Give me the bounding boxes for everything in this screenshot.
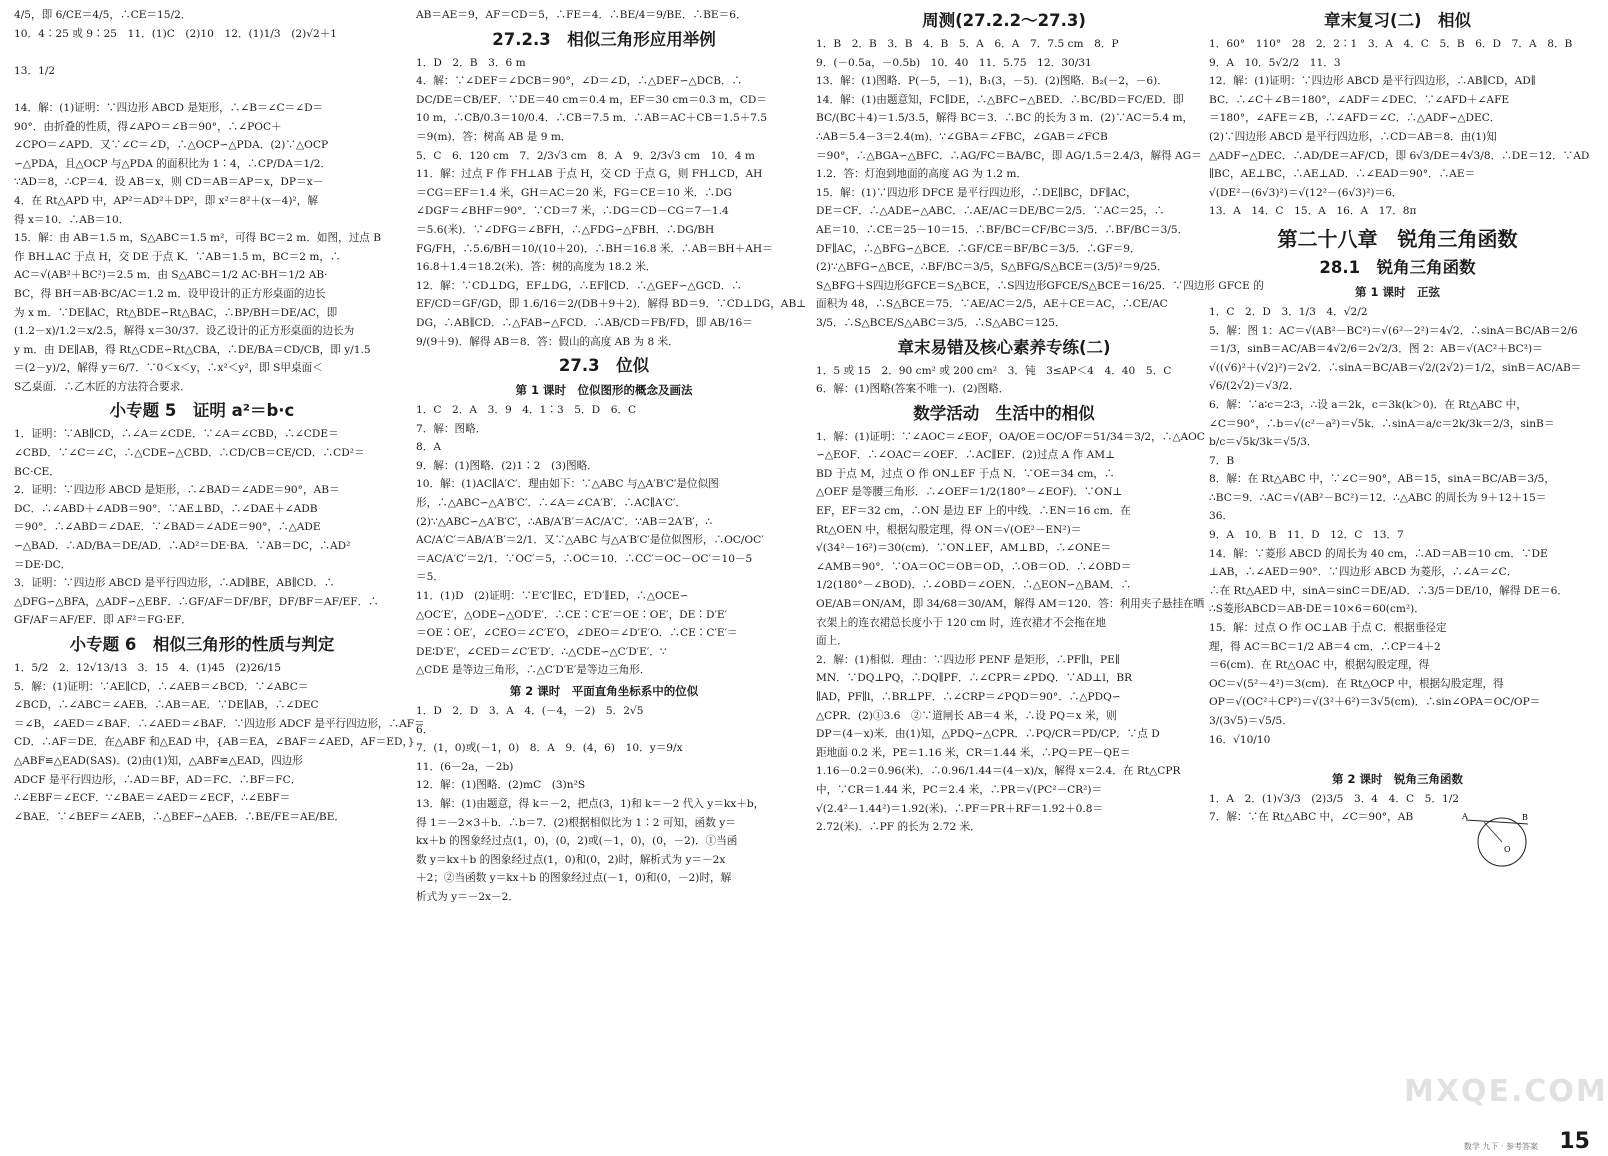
answer-line: 5．C 6．120 cm 7．2/3√3 cm 8．A 9．2/3√3 cm 10．4 m [416, 149, 755, 162]
answer-line: 理，得 AC＝BC＝1/2 AB＝4 cm．∴CP＝4＋2 [1209, 640, 1441, 653]
answer-line: 2．解：(1)相似．理由：∵四边形 PENF 是矩形，∴PF∥l，PE∥ [816, 653, 1120, 666]
answer-line: EF，EF＝32 cm，∴ON 是边 EF 上的中线．∴EN＝16 cm．在 [816, 505, 1131, 518]
answer-line: ∠CBD．∵∠C＝∠C，∴△CDE∽△CBD．∴CD/CB＝CE/CD．∴CD²＝ [14, 447, 365, 460]
answer-line: (2)∵△BFG∽△BCE，∴BF/BC＝3/5，S△BFG/S△BCE＝(3/5)²＝9/25． [816, 261, 1168, 274]
answer-line: 8．A [416, 441, 441, 454]
section-heading: 小专题 6 相似三角形的性质与判定 [69, 635, 335, 654]
answer-line: ADCF 是平行四边形，∴AD＝BF，AD＝FC．∴BF＝FC． [14, 773, 302, 786]
answer-line: ∠BAE．∵∠BEF＝∠AEB，∴△BEF∽△AEB．∴BE/FE＝AE/BE． [14, 810, 346, 823]
answer-line: ∽△BAD．∴AD/BA＝DE/AD．∴AD²＝DE·BA．∵AB＝DC，∴AD² [14, 540, 351, 553]
figure-label-a: A [1462, 812, 1468, 821]
answer-line: 4．解：∵∠DEF＝∠DCB＝90°，∠D＝∠D，∴△DEF∽△DCB．∴ [416, 75, 743, 88]
answer-line: 15．解：过点 O 作 OC⊥AB 于点 C．根据垂径定 [1209, 622, 1447, 635]
answer-line: 15．解：由 AB＝1.5 m，S△ABC＝1.5 m²，可得 BC＝2 m．如图，过点 B [14, 232, 382, 245]
answer-line: √(34²－16²)＝30(cm)．∵ON⊥EF，AM⊥BD，∴∠ONE＝ [816, 542, 1112, 555]
answer-line: EF/CD＝GF/GD，即 1.6/16＝2/(DB＋9＋2)．解得 BD＝9．∵CD⊥DG，AB⊥ [416, 298, 807, 311]
section-heading: 第 2 课时 锐角三角函数 [1331, 771, 1463, 786]
section-heading: 27.3 位似 [558, 356, 650, 376]
section-heading: 周测(27.2.2～27.3) [922, 11, 1086, 30]
answer-line: 距地面 0.2 米，PE＝1.16 米，CR＝1.44 米，∴PQ＝PE－QE＝ [816, 746, 1131, 759]
answer-line: 14．解：(1)证明：∵四边形 ABCD 是矩形，∴∠B＝∠C＝∠D＝ [14, 101, 324, 114]
answer-line: 11．(1)D (2)证明：∵E′C′∥EC，E′D′∥ED，∴△OCE∽ [416, 590, 689, 603]
answer-line: 10．4∶25 或 9∶25 11．(1)C (2)10 12．(1)1/3 (2)√2＋1 [14, 27, 338, 40]
answer-line: OP＝√(OC²＋CP²)＝√(3²＋6²)＝3√5(cm)．∴sin∠OPA＝OC/OP＝ [1209, 696, 1541, 709]
answer-line: √(DE²－(6√3)²)＝√(12²－(6√3)²)＝6． [1209, 186, 1403, 199]
answer-line: DP＝(4－x)米．由(1)知，△PDQ∽△CPR．∴PQ/CR＝PD/CP．∵点 D [816, 728, 1160, 741]
page-number: 15 [1559, 1129, 1590, 1154]
answer-line: AC/A′C′＝AB/A′B′＝2/1．又∵△ABC 与△A′B′C′是位似图形，∴OC/OC′ [416, 534, 764, 547]
answer-line: DC．∴∠ABD＋∠ADB＝90°．∵AE⊥BD，∴∠DAE＋∠ADB [14, 502, 318, 515]
answer-line: 1．B 2．B 3．B 4．B 5．A 6．A 7．7.5 cm 8．P [816, 38, 1119, 50]
answer-line: ∠C＝90°，∴b＝√(c²－a²)＝√5k．∴sinA＝a/c＝2k/3k＝2/3，sinB＝ [1209, 417, 1555, 430]
answer-line: 1．C 2．D 3．1/3 4．√2/2 [1209, 305, 1368, 318]
answer-line: MN．∵DQ⊥PQ，∴DQ∥PF．∴∠CPR＝∠PDQ．∵AD⊥l，BR [816, 672, 1133, 685]
answer-line: ＝(2－y)/2，解得 y＝6/7．∵0＜x＜y，∴x²＜y²，即 S甲桌面＜ [14, 362, 323, 375]
answer-line [1209, 749, 1586, 768]
answer-line: △OC′E′，△ODE∽△OD′E′．∴CE∶C′E′＝OE∶OE′，DE∶D′E′ [416, 608, 728, 621]
answer-line: ＝5． [416, 571, 444, 584]
answer-line: 36． [1209, 510, 1234, 523]
section-heading: 第二十八章 锐角三角函数 [1277, 226, 1518, 251]
answer-line: 1/2(180°－∠BOD)．∴∠OBD＝∠OEN．∴△EON∽△BAM．∴ [816, 579, 1132, 592]
answer-line: AB＝AE＝9，AF＝CD＝5，∴FE＝4．∴BE/4＝9/BE．∴BE＝6． [416, 9, 747, 21]
section-heading: 第 1 课时 位似图形的概念及画法 [515, 383, 693, 398]
answer-line: 13．A 14．C 15．A 16．A 17．8π [1209, 205, 1417, 218]
answer-line: 9/(9＋9)．解得 AB＝8．答：假山的高度 AB 为 8 米． [416, 335, 679, 348]
answer-line: Rt△OEN 中，根据勾股定理，得 ON＝√(OE²－EN²)＝ [816, 523, 1082, 536]
answer-line: 9．(－0.5a，－0.5b) 10．40 11．5.75 12．30/31 [816, 56, 1092, 69]
answer-line: DG，∴AB∥CD．∴△FAB∽△FCD．∴AB/CD＝FB/FD，即 AB/16＝ [416, 316, 753, 329]
answer-line: 13．解：(1)由题意，得 k＝－2，把点(3，1)和 k＝－2 代入 y＝kx＋b， [416, 797, 765, 810]
answer-line: 12．解：∵CD⊥DG，EF⊥DG，∴EF∥CD．∴△GEF∽△GCD．∴ [416, 279, 742, 292]
answer-line: 7．解：图略． [416, 422, 487, 435]
answer-line: (2)∵△ABC∽△A′B′C′，∴AB/A′B′＝AC/A′C′．∵AB＝2A′B′，∴ [416, 515, 713, 528]
answer-line: 16．√10/10 [1209, 733, 1271, 746]
answer-line: 8．解：在 Rt△ABC 中，∵∠C＝90°，AB＝15，sinA＝BC/AB＝3/5， [1209, 473, 1556, 486]
answer-line: AE＝10．∴CE＝25－10＝15．∴BF/BC＝CF/BC＝3/5．∴BF/BC＝3/5． [816, 223, 1189, 236]
answer-line: BD 于点 M，过点 O 作 ON⊥EF 于点 N．∵OE＝34 cm，∴ [816, 467, 1115, 480]
answer-line: ∴BC＝9．∴AC＝√(AB²－BC²)＝12．∴△ABC 的周长为 9＋12＋15＝ [1209, 491, 1547, 504]
answer-line: BC，得 BH＝AB·BC/AC＝1.2 m．设甲设计的正方形桌面的边长 [14, 287, 326, 300]
answer-line: 数 y＝kx＋b 的图象经过点(1，0)和(0，2)时，解析式为 y＝－2x [416, 853, 726, 866]
answer-line: ＝90°，∴△BGA∽△BFC．∴AG/FC＝BA/BC，即 AG/1.5＝2.4/3，解得 AG＝ [816, 149, 1202, 162]
answer-line: OC＝√(5²－4²)＝3(cm)．在 Rt△OCP 中，根据勾股定理，得 [1209, 677, 1504, 690]
section-heading: 数学活动 生活中的相似 [913, 403, 1095, 423]
answer-line [14, 80, 390, 99]
answer-line: 面积为 48，∴S△BCE＝75．∵AE/AC＝2/5，AE＋CE＝AC，∴CE/AC [816, 298, 1168, 311]
answer-line: 2．证明：∵四边形 ABCD 是矩形，∴∠BAD＝∠ADE＝90°，AB＝ [14, 484, 340, 497]
answer-line: ∴在 Rt△AED 中，sinA＝sinC＝DE/AD．∴3/5＝DE/10，解得 DE＝6． [1209, 584, 1568, 597]
answer-line: 10．解：(1)AC∥A′C′．理由如下：∵△ABC 与△A′B′C′是位似图 [416, 478, 719, 491]
answer-line: 1．A 2．(1)√3/3 (2)3/5 3．4 4．C 5．1/2 [1209, 792, 1460, 805]
column-4 [1205, 6, 1608, 1126]
answer-line: 1．证明：∵AB∥CD，∴∠A＝∠CDE．∵∠A＝∠CBD，∴∠CDE＝ [14, 428, 339, 441]
answer-line: 1．D 2．B 3．6 m [416, 56, 526, 69]
radius-line [1484, 822, 1502, 842]
answer-line: DF∥AC，∴△BFG∽△BCE．∴GF/CE＝BF/BC＝3/5．∴GF＝9． [816, 242, 1141, 255]
answer-line: BC·CE． [14, 465, 60, 478]
answer-line: 9．A 10．5√2/2 11．3 [1209, 56, 1341, 69]
answer-line: 12．解：(1)图略．(2)mC (3)n²S [416, 779, 586, 792]
answer-line: 14．解：∵菱形 ABCD 的周长为 40 cm，∴AD＝AB＝10 cm．∵DE [1209, 547, 1548, 560]
answer-line: √6/(2√2)＝√3/2． [1209, 380, 1300, 393]
answer-line: OE/AB＝ON/AM，即 34/68＝30/AM，解得 AM＝120．答：利用夹子悬挂在晒 [816, 598, 1205, 611]
section-heading: 章末易错及核心素养专练(二) [897, 337, 1111, 357]
answer-line: (2)∵四边形 ABCD 是平行四边形，∴CD＝AB＝8．由(1)知 [1209, 130, 1497, 143]
answer-line: (1.2－x)/1.2＝x/2.5，解得 x＝30/37．设乙设计的正方形桌面的边长为 [14, 325, 355, 338]
footer-label: 数学 九下 · 参考答案 [1463, 1142, 1538, 1151]
answer-line: ＝∠B，∠AED＝∠BAF．∴∠AED＝∠BAF．∵四边形 ADCF 是平行四边形，∴AF＝ [14, 717, 425, 730]
answer-line: 面上． [816, 635, 848, 648]
answer-line: 11．(6－2a，－2b) [416, 760, 514, 773]
answer-line: ＝90°．∴∠ABD＝∠DAE．∵∠BAD＝∠ADE＝90°，∴△ADE [14, 521, 321, 534]
answer-line: ＝CG＝EF＝1.4 米，GH＝AC＝20 米，FG＝CE＝10 米．∴DG [416, 186, 732, 199]
column-2 [412, 6, 807, 1126]
answer-line: ＝5.6(米)．∵∠DFG＝∠BFH，∴△FDG∽△FBH．∴DG/BH [416, 223, 715, 236]
answer-line: 9．解：(1)图略．(2)1∶2 (3)图略． [416, 459, 598, 472]
answer-line: ∴AB＝5.4－3＝2.4(m)．∵∠GBA＝∠FBC，∠GAB＝∠FCB [816, 130, 1108, 143]
answer-line: 12．解：(1)证明：∵四边形 ABCD 是平行四边形，∴AB∥CD，AD∥ [1209, 75, 1536, 88]
answer-line: 13．1/2 [14, 64, 56, 77]
answer-line: ∽△PDA，且△OCP 与△PDA 的面积比为 1∶4，∴CP/DA＝1/2． [14, 157, 332, 170]
answer-line: ＝9(m)．答：树高 AB 是 9 m． [416, 130, 572, 143]
answer-line: FG/FH，∴5.6/BH＝10/(10＋20)．∴BH＝16.8 米．∴AB＝BH＋AH＝ [416, 242, 773, 255]
answer-line: AC＝√(AB²＋BC²)＝2.5 m．由 S△ABC＝1/2 AC·BH＝1/2 AB· [14, 269, 328, 282]
answer-line: 1.2．答：灯泡到地面的高度 AG 为 1.2 m． [816, 168, 1028, 181]
section-heading: 27.2.3 相似三角形应用举例 [492, 29, 716, 49]
answer-line: 5．解：图 1：AC＝√(AB²－BC²)＝√(6²－2²)＝4√2．∴sinA＝BC/AB＝2/6 [1209, 324, 1578, 337]
answer-line: 为 x m．∵DE∥AC，Rt△BDE∽Rt△BAC，∴BP/BH＝DE/AC，即 [14, 306, 338, 319]
answer-line: 15．解：(1)∵四边形 DFCE 是平行四边形，∴DE∥BC，DF∥AC， [816, 186, 1137, 199]
answer-line: 3．证明：∵四边形 ABCD 是平行四边形，∴AD∥BE，AB∥CD．∴ [14, 577, 335, 590]
answer-line: ∴∠EBF＝∠ECF．∵∠BAE＝∠AED＝∠ECF，∴∠EBF＝ [14, 792, 291, 805]
answer-line: 7．(1，0)或(－1，0) 8．A 9．(4，6) 10．y＝9/x [416, 742, 683, 755]
section-heading: 小专题 5 证明 a²＝b·c [109, 401, 295, 421]
answer-line: ∴S菱形ABCD＝AB·DE＝10×6＝60(cm²)． [1209, 603, 1425, 616]
answer-line: ∠BCD，∴∠ABC＝∠AEB．∴AB＝AE．∵DE∥AB，∴∠DEC [14, 699, 319, 712]
answer-line: 衣架上的连衣裙总长度小于 120 cm 时，连衣裙才不会拖在地 [816, 616, 1106, 629]
answer-line: 4．在 Rt△APD 中，AP²＝AD²＋DP²，即 x²＝8²＋(x－4)²，解 [14, 194, 318, 207]
answer-line: △OEF 是等腰三角形．∴∠OEF＝1/2(180°－∠EOF)．∵ON⊥ [816, 486, 1123, 499]
answer-line: BC/(BC＋4)＝1.5/3.5，解得 BC＝3．∴BC 的长为 3 m．(2)∵AC＝5.4 m， [816, 112, 1194, 125]
secant-line [1466, 820, 1528, 824]
answer-line: GF/AF＝AF/EF．即 AF²＝FG·EF． [14, 614, 192, 627]
answer-line: 10 m，∴CB/0.3＝10/0.4．∴CB＝7.5 m．∴AB＝AC＋CB＝1.5＋7.5 [416, 112, 768, 125]
answer-line: 6． [416, 723, 434, 736]
answer-line: y m．由 DE∥AB，得 Rt△CDE∽Rt△CBA，∴DE/BA＝CD/CB，即 y/1.5 [14, 343, 371, 356]
answer-line: ＝DE·DC． [14, 558, 72, 571]
section-heading: 28.1 锐角三角函数 [1319, 257, 1476, 277]
answer-line: 16.8＋1.4＝18.2(米)．答：树的高度为 18.2 米． [416, 261, 657, 274]
answer-line: DE＝CF．∴△ADE∽△ABC．∴AE/AC＝DE/BC＝2/5．∵AC＝25，∴ [816, 205, 1165, 218]
answer-line: 1．60° 110° 28 2．2∶1 3．A 4．C 5．B 6．D 7．A 8．B [1209, 38, 1573, 50]
answer-line: △CDE 是等边三角形，∴△C′D′E′是等边三角形． [416, 664, 651, 677]
watermark-text: MXQE.COM [1404, 1074, 1608, 1109]
answer-line: ＝6(cm)．在 Rt△OAC 中，根据勾股定理，得 [1209, 659, 1430, 672]
answer-line: 1．C 2．A 3．9 4．1∶3 5．D 6．C [416, 404, 637, 417]
answer-line: DC/DE＝CB/EF．∵DE＝40 cm＝0.4 m，EF＝30 cm＝0.3 m，CD＝ [416, 93, 767, 106]
answer-line: BC．∴∠C＋∠B＝180°，∠ADF＝∠DEC．∵∠AFD＋∠AFE [1209, 93, 1510, 106]
answer-line: ∠DGF＝∠BHF＝90°．∵CD＝7 米，∴DG＝CD－CG＝7－1.4 [416, 205, 729, 218]
answer-line: ∠AMB＝90°．∵OA＝OC＝OB＝OD，∴OB＝OD．∴∠OBD＝ [816, 560, 1132, 573]
answer-line: 中，∵CR＝1.44 米，PC＝2.4 米，∴PR＝√(PC²－CR²)＝ [816, 783, 1103, 796]
answer-line: 1.16－0.2＝0.96(米)．∴0.96/1.44＝(4－x)/x，解得 x＝2.4．在 Rt△CPR [816, 765, 1181, 778]
answer-line: S△BFG＋S四边形GFCE＝S△BCE，∴S四边形GFCE/S△BCE＝16/25．∵四边形 GFCE 的 [816, 279, 1264, 292]
answer-line: 6．解：∵a∶c＝2∶3，∴设 a＝2k，c＝3k(k＞0)．在 Rt△ABC 中， [1209, 398, 1527, 411]
answer-line: 7．B [1209, 454, 1235, 467]
answer-line: ＝180°，∠AFE＝∠B，∴∠AFD＝∠C．∴△ADF∽△DEC． [1209, 112, 1501, 125]
answer-line: ＝1/3，sinB＝AC/AB＝4√2/6＝2√2/3．图 2：AB＝√(AC²＋BC²)＝ [1209, 343, 1543, 356]
answer-line: b/c＝√5k/3k＝√5/3． [1209, 436, 1318, 449]
answer-line: 得 x＝10．∴AB＝10． [14, 213, 130, 226]
circle-figure [1462, 810, 1534, 870]
answer-line: 4/5，即 6/CE＝4/5，∴CE＝15/2． [14, 9, 192, 21]
answer-line [14, 43, 390, 62]
answer-line: 形，∴△ABC∽△A′B′C′．∴∠A＝∠CA′B′．∴AC∥A′C′． [416, 497, 686, 510]
answer-line: △DFG∽△BFA，△ADF∽△EBF．∴GF/AF＝DF/BF，DF/BF＝AF/EF．∴ [14, 595, 379, 608]
answer-line: 1．D 2．D 3．A 4．(－4，－2) 5．2√5 [416, 705, 644, 717]
answer-line: 1．5/2 2．12√13/13 3．15 4．(1)45 (2)26/15 [14, 662, 282, 674]
answer-line: ＝OE∶OE′，∠CEO＝∠C′E′O，∠DEO＝∠D′E′O．∴CE∶C′E′＝ [416, 627, 738, 640]
section-heading: 第 1 课时 正弦 [1354, 284, 1440, 299]
answer-line: 5．解：(1)证明：∵AE∥CD，∴∠AEB＝∠BCD．∵∠ABC＝ [14, 680, 309, 693]
answer-line: CD．∴AF＝DE．在△ABF 和△EAD 中，{AB＝EA，∠BAF＝∠AED，AF＝ED，} [14, 736, 415, 749]
answer-line: 1．5 或 15 2．90 cm² 或 200 cm² 3．钝 3≤AP＜4 4．40 5．C [816, 364, 1172, 377]
answer-line: 3/(3√5)＝√5/5． [1209, 715, 1293, 727]
section-heading: 第 2 课时 平面直角坐标系中的位似 [509, 684, 699, 698]
answer-line: ∥AD，PF∥l，∴BR⊥PF．∴∠CRP＝∠PQD＝90°．∴△PDQ∽ [816, 691, 1121, 703]
answer-line: 析式为 y＝－2x－2． [416, 890, 519, 903]
figure-label-o: O [1504, 845, 1511, 854]
section-heading: 章末复习(二) 相似 [1323, 11, 1472, 30]
answer-line: 90°．由折叠的性质，得∠APO＝∠B＝90°，∴∠POC＋ [14, 120, 282, 133]
answer-line: ∽△EOF．∴∠OAC＝∠OEF．∴AC∥EF．(2)过点 A 作 AM⊥ [816, 449, 1116, 462]
answer-line: 2.72(米)．∴PF 的长为 2.72 米． [816, 821, 981, 834]
answer-line: kx＋b 的图象经过点(1，0)，(0，2)或(－1，0)，(0，－2)．①当函 [416, 835, 738, 848]
answer-line: ＋2；②当函数 y＝kx＋b 的图象经过点(－1，0)和(0，－2)时，解 [416, 872, 732, 885]
answer-line: √((√6)²＋(√2)²)＝2√2．∴sinA＝BC/AB＝√2/(2√2)＝1/2，sinB＝AC/AB＝ [1209, 361, 1582, 374]
figure-label-b: B [1522, 813, 1528, 822]
answer-line: ∥BC，AE⊥BC，∴AE⊥AD．∴∠EAD＝90°．∴AE＝ [1209, 168, 1476, 181]
answer-line: √(2.4²－1.44²)＝1.92(米)．∴PF＝PR＋RF＝1.92＋0.8＝ [816, 802, 1104, 815]
answer-line: △ADF∽△DEC．∴AD/DE＝AF/CD，即 6√3/DE＝4√3/8．∴DE＝12．∵AD [1209, 149, 1590, 162]
answer-line: 14．解：(1)由题意知，FC∥DE，∴△BFC∽△BED．∴BC/BD＝FC/ED．即 [816, 93, 1184, 106]
answer-line: 作 BH⊥AC 于点 H，交 DE 于点 K．∵AB＝1.5 m，BC＝2 m，∴ [14, 250, 341, 263]
answer-line: ＝AC/A′C′＝2/1．∵OC′＝5，∴OC＝10．∴CC′＝OC－OC′＝10－5 [416, 552, 753, 565]
answer-line: △CPR．(2)①3.6 ②∵道闸长 AB＝4 米，∴设 PQ＝x 米，则 [816, 709, 1117, 722]
answer-line: ∵AD＝8，∴CP＝4．设 AB＝x，则 CD＝AB＝AP＝x，DP＝x－ [14, 176, 324, 189]
answer-line: 13．解：(1)图略．P(－5，－1)，B₁(3，－5)．(2)图略．B₂(－2，－6)． [816, 75, 1168, 88]
answer-line: 6．解：(1)图略(答案不唯一)．(2)图略． [816, 383, 1010, 396]
answer-line: △ABF≌△EAD(SAS)．(2)由(1)知，△ABF≌△EAD，四边形 [14, 754, 303, 767]
answer-line: 7．解：∵在 Rt△ABC 中，∠C＝90°，AB [1209, 811, 1414, 824]
answer-line: ∠CPO＝∠APD．又∵∠C＝∠D，∴△OCP∽△PDA．(2)∵△OCP [14, 139, 329, 152]
answer-line: ⊥AB，∴∠AED＝90°．∵四边形 ABCD 为菱形，∴∠A＝∠C． [1209, 566, 1518, 579]
answer-line: S乙桌面．∴乙木匠的方法符合要求． [14, 380, 191, 393]
answer-line: 3/5．∴S△BCE/S△ABC＝3/5．∴S△ABC＝125． [816, 316, 1066, 329]
answer-line: 9．A 10．B 11．D 12．C 13．7 [1209, 529, 1404, 542]
answer-line: 11．解：过点 F 作 FH⊥AB 于点 H，交 CD 于点 G，则 FH⊥CD，AH [416, 168, 763, 181]
answer-line: 得 1＝－2×3＋b．∴b＝7．(2)根据相似比为 1∶2 可知，函数 y＝ [416, 816, 736, 829]
column-1 [10, 6, 425, 1126]
answer-line: 1．解：(1)证明：∵∠AOC＝∠EOF，OA/OE＝OC/OF＝51/34＝3/2，∴△AOC [816, 430, 1205, 443]
answer-line: DE∶D′E′，∠CED＝∠C′E′D′．∴△CDE∽△C′D′E′．∵ [416, 645, 667, 658]
